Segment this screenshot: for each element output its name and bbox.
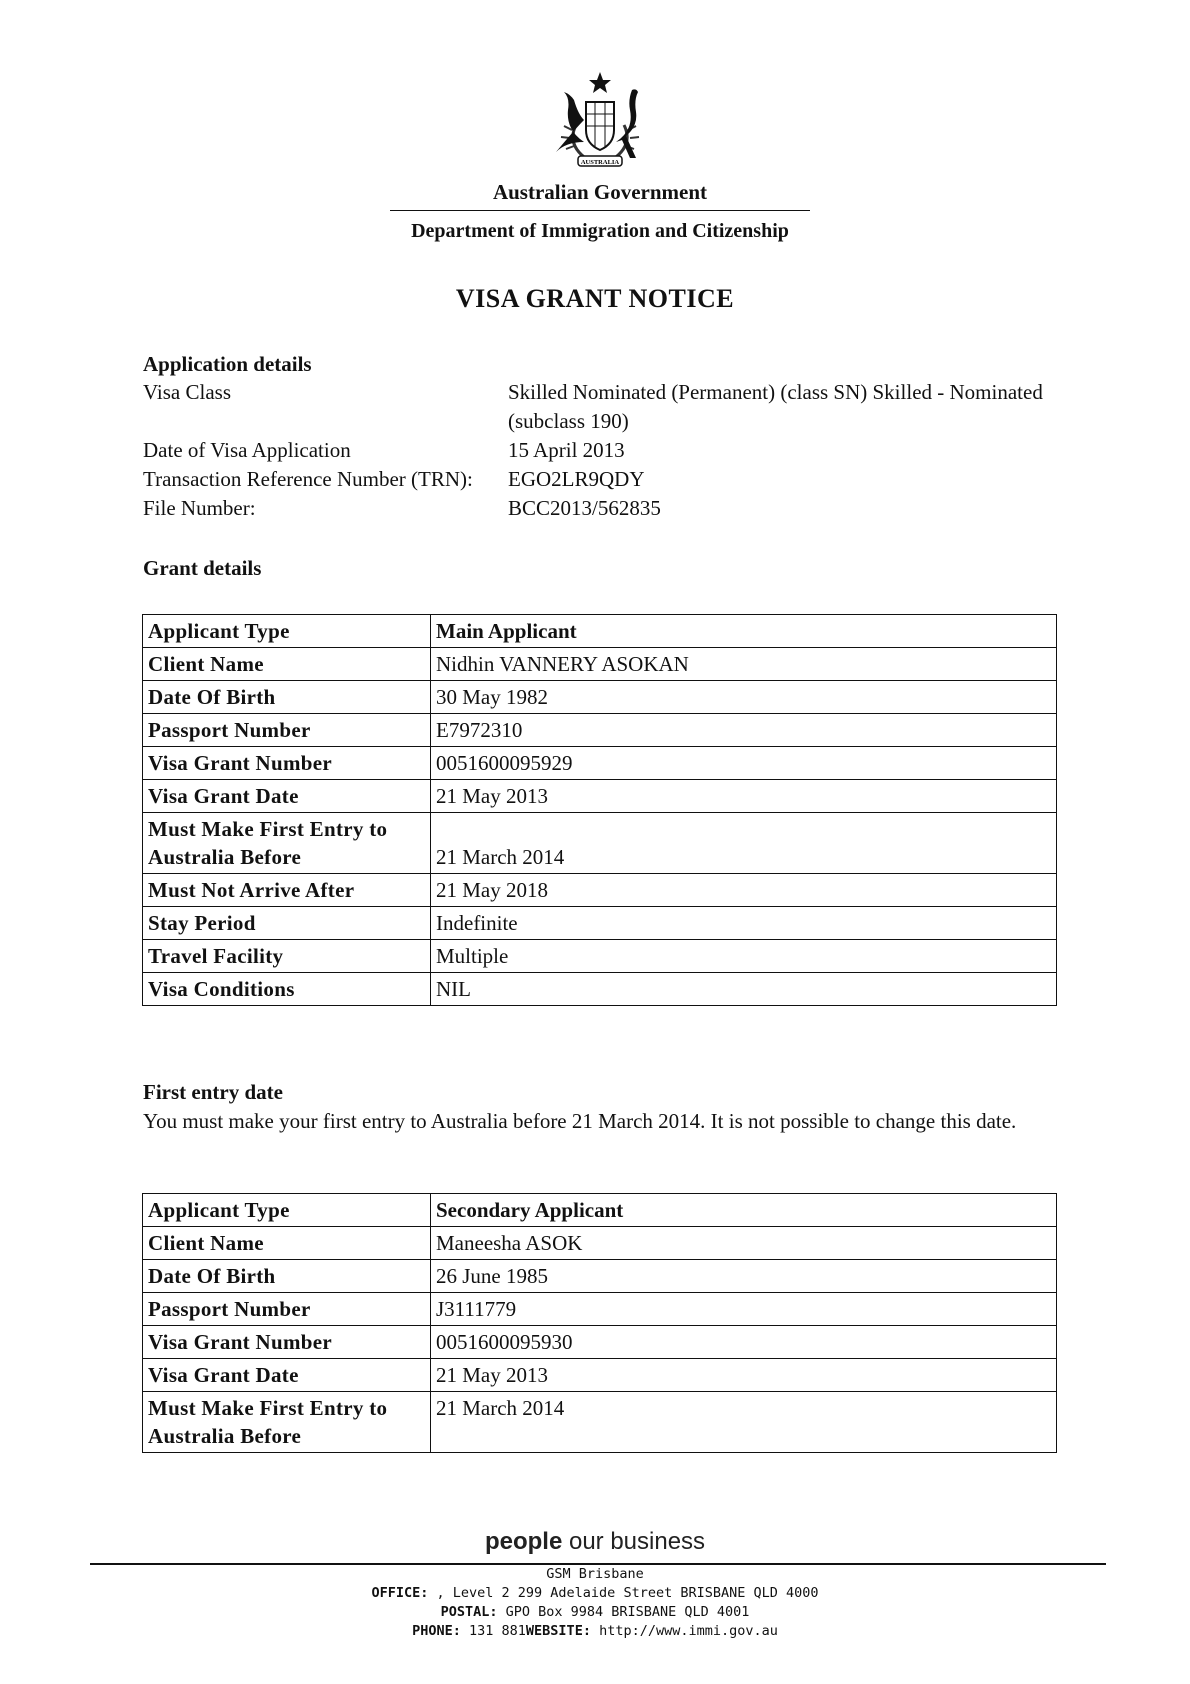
slogan-bold: people	[484, 1528, 563, 1555]
application-value: 15 April 2013	[508, 438, 625, 462]
slogan-rest: our business	[562, 1528, 706, 1555]
grant-details-heading: Grant details	[143, 556, 262, 580]
grant-label: Stay Period	[143, 907, 431, 940]
grant-label: Applicant Type	[143, 615, 431, 648]
application-details-heading: Application details	[143, 352, 312, 376]
grant-value: 21 May 2018	[431, 874, 1057, 907]
table-row	[143, 615, 1057, 648]
grant-label: Visa Grant Date	[143, 1359, 431, 1392]
grant-value: E7972310	[431, 714, 1057, 747]
table-row	[143, 780, 1057, 813]
grant-value: J3111779	[431, 1293, 1057, 1326]
postal-value: GPO Box 9984 BRISBANE QLD 4001	[497, 1604, 750, 1620]
grant-value: 21 March 2014	[431, 813, 1057, 874]
grant-label: Must Make First Entry to Australia Before	[143, 813, 431, 874]
application-label: Transaction Reference Number (TRN):	[143, 467, 473, 491]
table-row	[143, 940, 1057, 973]
table-row	[143, 714, 1057, 747]
website-link[interactable]: http://www.immi.gov.au	[590, 1623, 778, 1639]
grant-label: Visa Grant Number	[143, 1326, 431, 1359]
grant-label: Client Name	[143, 1227, 431, 1260]
footer-office-line	[0, 1585, 1190, 1601]
grant-value: Main Applicant	[431, 615, 1057, 648]
crest-motto: AUSTRALIA	[580, 159, 620, 166]
grant-label: Passport Number	[143, 714, 431, 747]
secondary-applicant-table	[142, 1193, 1057, 1453]
website-label: WEBSITE:	[525, 1623, 591, 1639]
application-label: Date of Visa Application	[143, 438, 351, 462]
table-row	[143, 874, 1057, 907]
table-row	[143, 648, 1057, 681]
application-value: BCC2013/562835	[508, 496, 661, 520]
grant-label: Applicant Type	[143, 1194, 431, 1227]
table-row	[143, 747, 1057, 780]
footer-contact-line	[0, 1623, 1190, 1639]
grant-value: 26 June 1985	[431, 1260, 1057, 1293]
grant-value: 21 May 2013	[431, 780, 1057, 813]
table-row	[143, 813, 1057, 874]
table-row	[143, 1260, 1057, 1293]
application-label: Visa Class	[143, 380, 231, 404]
table-row	[143, 1227, 1057, 1260]
first-entry-text: You must make your first entry to Australia before 21 March 2014. It is not possible to change this date.	[143, 1109, 1017, 1133]
grant-label: Must Make First Entry to Australia Before	[143, 1392, 431, 1453]
grant-label: Visa Grant Number	[143, 747, 431, 780]
table-row	[143, 1326, 1057, 1359]
grant-value: Maneesha ASOK	[431, 1227, 1057, 1260]
coat-of-arms-icon	[536, 70, 664, 170]
table-row	[143, 1392, 1057, 1453]
grant-label: Must Not Arrive After	[143, 874, 431, 907]
phone-value: 131 881	[460, 1623, 526, 1639]
footer-postal-line	[0, 1604, 1190, 1620]
grant-value: Indefinite	[431, 907, 1057, 940]
grant-value: 21 May 2013	[431, 1359, 1057, 1392]
table-row	[143, 681, 1057, 714]
grant-value: NIL	[431, 973, 1057, 1006]
application-row-file-number	[143, 494, 1063, 523]
grant-value: Secondary Applicant	[431, 1194, 1057, 1227]
government-title: Australian Government	[492, 180, 708, 204]
grant-label: Date Of Birth	[143, 681, 431, 714]
grant-value: Nidhin VANNERY ASOKAN	[431, 648, 1057, 681]
application-value: Skilled Nominated (Permanent) (class SN) Skilled - Nominated (subclass 190)	[508, 380, 1043, 433]
grant-value: 0051600095930	[431, 1326, 1057, 1359]
footer-slogan	[0, 1528, 1190, 1556]
document-title: VISA GRANT NOTICE	[455, 284, 735, 313]
application-label: File Number:	[143, 496, 256, 520]
grant-label: Client Name	[143, 648, 431, 681]
main-applicant-table	[142, 614, 1057, 1006]
table-row	[143, 1194, 1057, 1227]
grant-label: Date Of Birth	[143, 1260, 431, 1293]
postal-label: POSTAL:	[440, 1604, 498, 1620]
office-value: , Level 2 299 Adelaide Street BRISBANE QLD 4000	[428, 1585, 819, 1601]
grant-label: Passport Number	[143, 1293, 431, 1326]
application-row-trn	[143, 465, 1063, 494]
grant-value: 30 May 1982	[431, 681, 1057, 714]
footer-office-name: GSM Brisbane	[546, 1566, 644, 1582]
office-label: OFFICE:	[371, 1585, 429, 1601]
table-row	[143, 973, 1057, 1006]
department-title: Department of Immigration and Citizenship	[411, 220, 789, 242]
application-row-visa-class	[143, 378, 1063, 433]
footer-divider	[90, 1563, 1106, 1565]
application-row-date	[143, 436, 1063, 465]
header-divider	[390, 210, 810, 211]
table-row	[143, 1293, 1057, 1326]
first-entry-heading: First entry date	[143, 1080, 283, 1104]
application-value: EGO2LR9QDY	[508, 467, 645, 491]
table-row	[143, 907, 1057, 940]
grant-label: Visa Conditions	[143, 973, 431, 1006]
phone-label: PHONE:	[412, 1623, 461, 1639]
grant-value: 0051600095929	[431, 747, 1057, 780]
grant-label: Visa Grant Date	[143, 780, 431, 813]
grant-value: 21 March 2014	[431, 1392, 1057, 1453]
grant-label: Travel Facility	[143, 940, 431, 973]
grant-value: Multiple	[431, 940, 1057, 973]
table-row	[143, 1359, 1057, 1392]
